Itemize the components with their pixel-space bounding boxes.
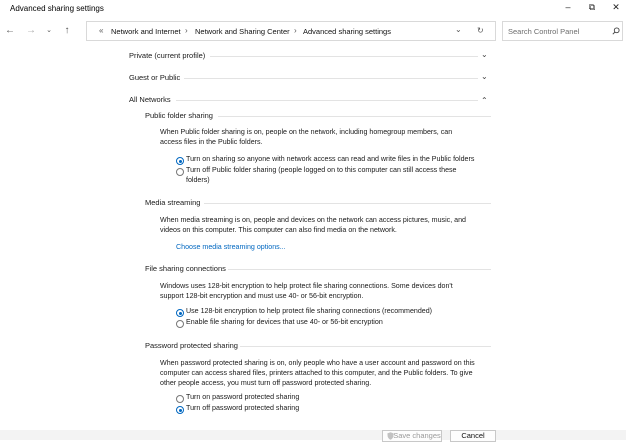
encryption-128-radio[interactable] (176, 309, 184, 317)
up-arrow-icon[interactable]: ↑ (64, 25, 70, 36)
forward-arrow-icon[interactable]: → (26, 25, 36, 36)
profile-guest-header[interactable]: Guest or Public (129, 73, 181, 82)
media-streaming-heading: Media streaming (145, 198, 201, 207)
divider (228, 269, 491, 270)
search-box[interactable] (502, 21, 623, 41)
breadcrumb-item-network-internet[interactable]: Network and Internet (111, 27, 181, 36)
breadcrumb-item-advanced-sharing[interactable]: Advanced sharing settings (303, 27, 391, 36)
minimize-icon[interactable]: – (565, 2, 571, 12)
public-folder-off-label[interactable]: Turn off Public folder sharing (people logged on to this computer can still access these folders) (186, 166, 457, 184)
file-sharing-description: Windows uses 128-bit encryption to help protect file sharing connections. Some devices don't support 128-bit encryption and must use 40- or 56-bit encryption. (160, 282, 453, 300)
password-sharing-on-label[interactable]: Turn on password protected sharing (186, 393, 300, 401)
window-title: Advanced sharing settings (10, 4, 104, 13)
divider (184, 78, 478, 79)
breadcrumb-separator-icon: › (294, 26, 297, 35)
profile-private-header[interactable]: Private (current profile) (129, 51, 206, 60)
password-sharing-description: When password protected sharing is on, only people who have a user account and password on this computer can access shared files, printers attached to this computer, and the Public folders. To give other people access, you must turn off password protected sharing. (160, 359, 475, 387)
cancel-label: Cancel (461, 431, 485, 440)
public-folder-off-radio[interactable] (176, 168, 184, 176)
password-sharing-on-radio[interactable] (176, 395, 184, 403)
encryption-40-56-label[interactable]: Enable file sharing for devices that use 40- or 56-bit encryption (186, 318, 383, 326)
breadcrumb-item-network-sharing-center[interactable]: Network and Sharing Center (195, 27, 290, 36)
file-sharing-connections-heading: File sharing connections (145, 264, 226, 273)
address-bar[interactable] (86, 21, 496, 41)
chevron-down-icon[interactable]: ⌄ (46, 27, 52, 34)
breadcrumb-overflow-icon[interactable]: « (99, 26, 104, 35)
back-arrow-icon[interactable]: ← (5, 25, 15, 36)
media-streaming-options-link[interactable]: Choose media streaming options... (176, 243, 286, 251)
password-sharing-off-label[interactable]: Turn off password protected sharing (186, 404, 300, 412)
search-icon[interactable] (612, 27, 620, 35)
public-folder-on-radio[interactable] (176, 157, 184, 165)
restore-icon[interactable]: ⧉ (588, 2, 596, 12)
divider (176, 100, 478, 101)
save-changes-label: Save changes (393, 431, 441, 440)
refresh-icon[interactable]: ↻ (477, 26, 484, 35)
encryption-40-56-radio[interactable] (176, 320, 184, 328)
chevron-up-icon[interactable]: ⌃ (481, 96, 488, 105)
breadcrumb-separator-icon: › (185, 26, 188, 35)
public-folder-on-label[interactable]: Turn on sharing so anyone with network access can read and write files in the Public folders (186, 155, 475, 163)
divider (210, 56, 478, 57)
address-dropdown-icon[interactable]: ⌄ (455, 25, 462, 34)
chevron-down-icon[interactable]: ⌄ (481, 50, 488, 59)
public-folder-sharing-heading: Public folder sharing (145, 111, 213, 120)
password-protected-sharing-heading: Password protected sharing (145, 341, 238, 350)
settings-content (0, 46, 626, 440)
divider (218, 116, 491, 117)
chevron-down-icon[interactable]: ⌄ (481, 72, 488, 81)
search-input[interactable]: Search Control Panel (508, 27, 580, 36)
public-folder-description: When Public folder sharing is on, people on the network, including homegroup members, can access files in the Public folders. (160, 128, 453, 146)
title-bar (0, 0, 626, 16)
password-sharing-off-radio[interactable] (176, 406, 184, 414)
media-streaming-description: When media streaming is on, people and devices on the network can access pictures, music, and videos on this computer. This computer can also find media on the network. (160, 216, 466, 234)
footer-bar (0, 430, 626, 440)
profile-all-networks-header[interactable]: All Networks (129, 95, 171, 104)
save-changes-button[interactable] (382, 430, 442, 442)
shield-icon (387, 432, 394, 440)
close-icon[interactable]: ✕ (612, 2, 620, 12)
divider (240, 346, 491, 347)
divider (204, 203, 491, 204)
encryption-128-label[interactable]: Use 128-bit encryption to help protect file sharing connections (recommended) (186, 307, 433, 315)
cancel-button[interactable] (450, 430, 496, 442)
